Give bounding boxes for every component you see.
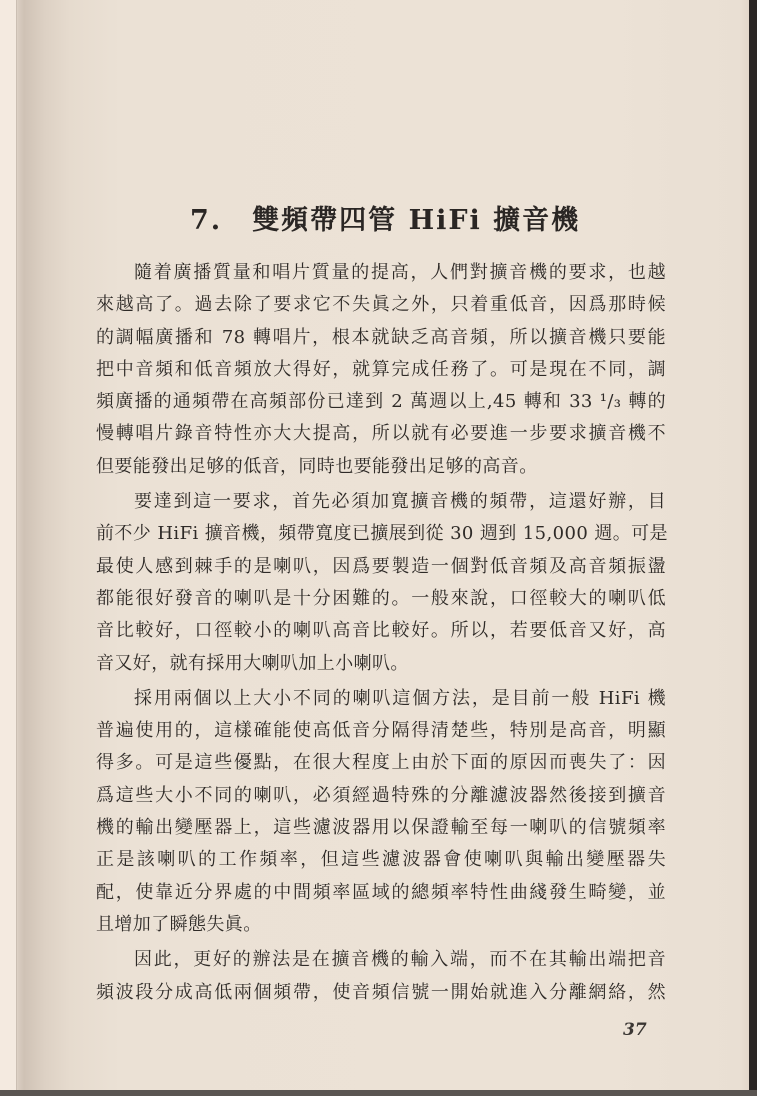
paragraph — [96, 486, 666, 680]
text-line: 最使人感到棘手的是喇叭，因爲要製造一個對低音頻及高音頻振盪 — [96, 555, 666, 577]
section-number: 7. — [190, 205, 223, 236]
text-line: 得多。可是這些優點，在很大程度上由於下面的原因而喪失了：因 — [96, 752, 666, 774]
text-line: 來越高了。過去除了要求它不失眞之外，只着重低音，因爲那時候 — [96, 294, 666, 316]
scanner-background-right — [749, 0, 757, 1096]
chapter-heading — [190, 198, 590, 238]
text-line: 且增加了瞬態失眞。 — [96, 913, 262, 935]
paragraph — [96, 944, 666, 1009]
text-line: 機的輸出變壓器上，這些濾波器用以保證輸至每一喇叭的信號頻率 — [96, 817, 666, 839]
text-line: 的調幅廣播和 78 轉唱片，根本就缺乏高音頻，所以擴音機只要能 — [96, 326, 666, 348]
text-line: 頻波段分成高低兩個頻帶，使音頻信號一開始就進入分離網絡，然 — [96, 981, 666, 1003]
text-line: 但要能發出足够的低音，同時也要能發出足够的高音。 — [96, 455, 538, 477]
text-line: 普遍使用的，這樣確能使高低音分隔得清楚些，特別是高音，明顯 — [96, 720, 666, 742]
scanner-background-bottom — [0, 1090, 757, 1096]
text-line: 要達到這一要求，首先必須加寬擴音機的頻帶，這還好辦，目 — [134, 491, 666, 513]
text-line: 採用兩個以上大小不同的喇叭這個方法，是目前一般 HiFi 機 — [134, 687, 666, 709]
text-line: 慢轉唱片錄音特性亦大大提高，所以就有必要進一步要求擴音機不 — [96, 423, 666, 445]
text-line: 頻廣播的通頻帶在高頻部份已達到 2 萬週以上,45 轉和 33 ¹/₃ 轉的 — [96, 391, 666, 413]
page-number: 37 — [623, 1020, 647, 1040]
text-line: 音又好，就有採用大喇叭加上小喇叭。 — [96, 652, 409, 674]
text-line: 正是該喇叭的工作頻率，但這些濾波器會使喇叭與輸出變壓器失 — [96, 849, 666, 871]
text-line: 因此，更好的辦法是在擴音機的輸入端，而不在其輸出端把音 — [134, 949, 666, 971]
text-line: 把中音頻和低音頻放大得好，就算完成任務了。可是現在不同，調 — [96, 358, 666, 380]
text-line: 前不少 HiFi 擴音機，頻帶寬度已擴展到從 30 週到 15,000 週。可是 — [96, 523, 668, 545]
text-line: 音比較好，口徑較小的喇叭高音比較好。所以，若要低音又好，高 — [96, 620, 666, 642]
section-title: 雙頻帶四管 HiFi 擴音機 — [252, 205, 581, 236]
paragraph — [96, 257, 666, 483]
text-line: 爲這些大小不同的喇叭，必須經過特殊的分離濾波器然後接到擴音 — [96, 784, 666, 806]
previous-page-edge — [0, 0, 17, 1090]
text-line: 都能很好發音的喇叭是十分困難的。一般來說，口徑較大的喇叭低 — [96, 587, 666, 609]
body-text — [96, 257, 666, 1009]
paragraph — [96, 683, 666, 941]
text-line: 隨着廣播質量和唱片質量的提高，人們對擴音機的要求，也越 — [134, 262, 666, 283]
text-line: 配，使靠近分界處的中間頻率區域的總頻率特性曲綫發生畸變，並 — [96, 881, 666, 903]
